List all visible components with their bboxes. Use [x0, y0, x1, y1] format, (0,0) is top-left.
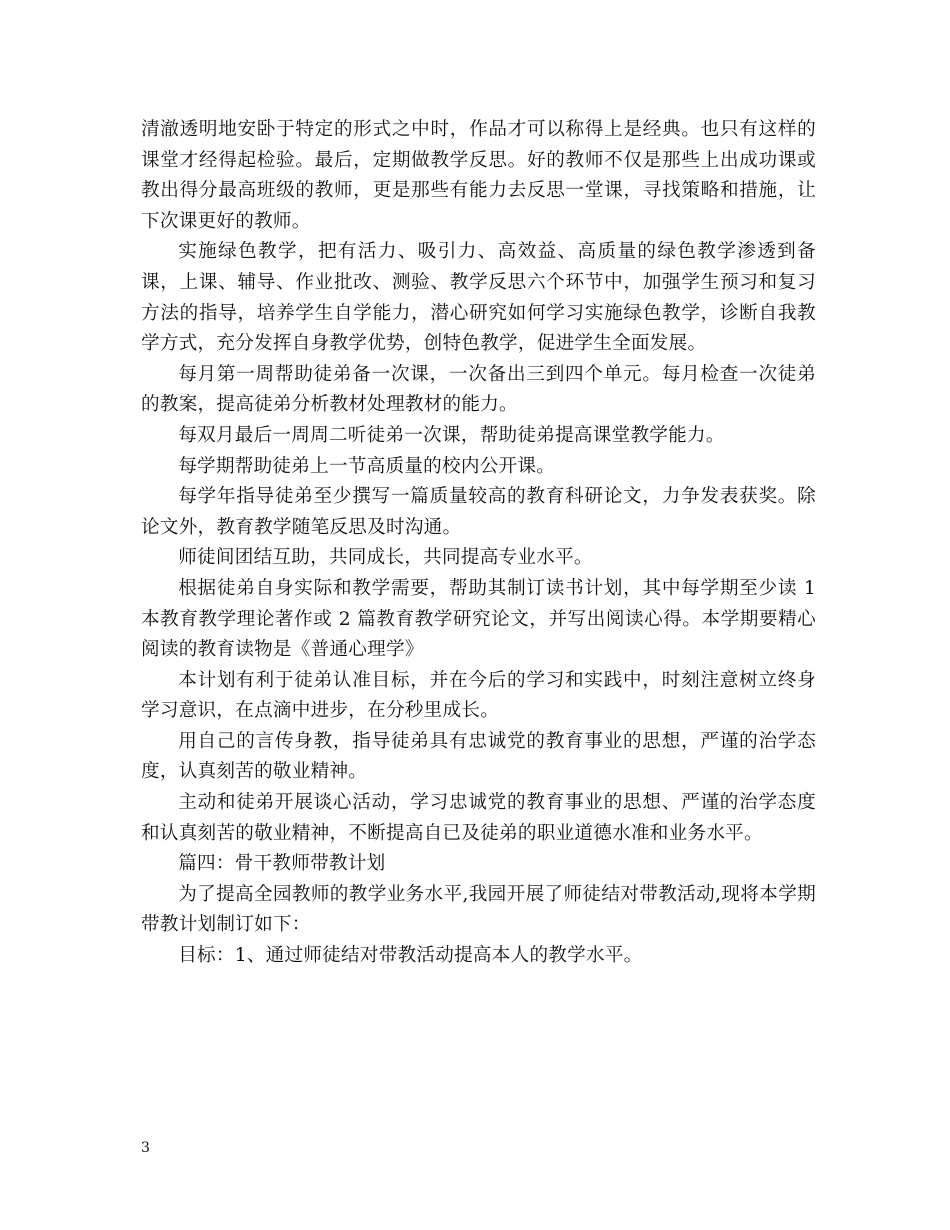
- paragraph-mutual-help: 师徒间团结互助，共同成长，共同提高专业水平。: [178, 547, 593, 569]
- paragraph-example-by-deed: 用自己的言传身教，指导徒弟具有忠诚党的教育事业的思想，严谨的治学态度，认真刻苦的敬业精神。: [141, 730, 816, 783]
- paragraph-bimonthly-observation: 每双月最后一周周二听徒弟一次课，帮助徒弟提高课堂教学能力。: [178, 424, 725, 446]
- paragraph-reading-plan: 根据徒弟自身实际和教学需要，帮助其制订读书计划，其中每学期至少读 1 本教育教学理论著作或 2 篇教育教学研究论文，并写出阅读心得。本学期要精心阅读的教育读物是《普通心理学》: [141, 577, 816, 661]
- paragraph-open-class: 每学期帮助徒弟上一节高质量的校内公开课。: [178, 455, 556, 477]
- paragraph-monthly-lesson-prep: 每月第一周帮助徒弟备一次课，一次备出三到四个单元。每月检查一次徒弟的教案，提高徒弟分析教材处理教材的能力。: [141, 363, 816, 416]
- paragraph-heart-to-heart: 主动和徒弟开展谈心活动，学习忠诚党的教育事业的思想、严谨的治学态度和认真刻苦的敬业精神，不断提高自已及徒弟的职业道德水准和业务水平。: [141, 792, 816, 844]
- document-body: [141, 115, 816, 972]
- paragraph-continuation: 清澈透明地安卧于特定的形式之中时，作品才可以称得上是经典。也只有这样的课堂才经得起检验。最后，定期做教学反思。好的教师不仅是那些上出成功课或教出得分最高班级的教师，更是那些有能力去反思一堂课，寻找策略和措施，让下次课更好的教师。: [141, 119, 816, 232]
- paragraph-intro: 为了提高全园教师的教学业务水平,我园开展了师徒结对带教活动,现将本学期带教计划制订如下：: [141, 883, 816, 936]
- page-number: 3: [141, 1140, 150, 1156]
- paragraph-research-paper: 每学年指导徒弟至少撰写一篇质量较高的教育科研论文，力争发表获奖。除论文外，教育教学随笔反思及时沟通。: [141, 486, 816, 538]
- paragraph-lifelong-learning: 本计划有利于徒弟认准目标，并在今后的学习和实践中，时刻注意树立终身学习意识，在点滴中进步，在分秒里成长。: [141, 669, 816, 722]
- paragraph-green-teaching: 实施绿色教学，把有活力、吸引力、高效益、高质量的绿色教学渗透到备课，上课、辅导、作业批改、测验、教学反思六个环节中，加强学生预习和复习方法的指导，培养学生自学能力，潜心研究如何学习实施绿色教学，诊断自我教学方式，充分发挥自身教学优势，创特色教学，促进学生全面发展。: [141, 241, 816, 355]
- paragraph-goal: 目标：1、通过师徒结对带教活动提高本人的教学水平。: [178, 945, 643, 967]
- section-heading: 篇四：骨干教师带教计划: [178, 853, 386, 875]
